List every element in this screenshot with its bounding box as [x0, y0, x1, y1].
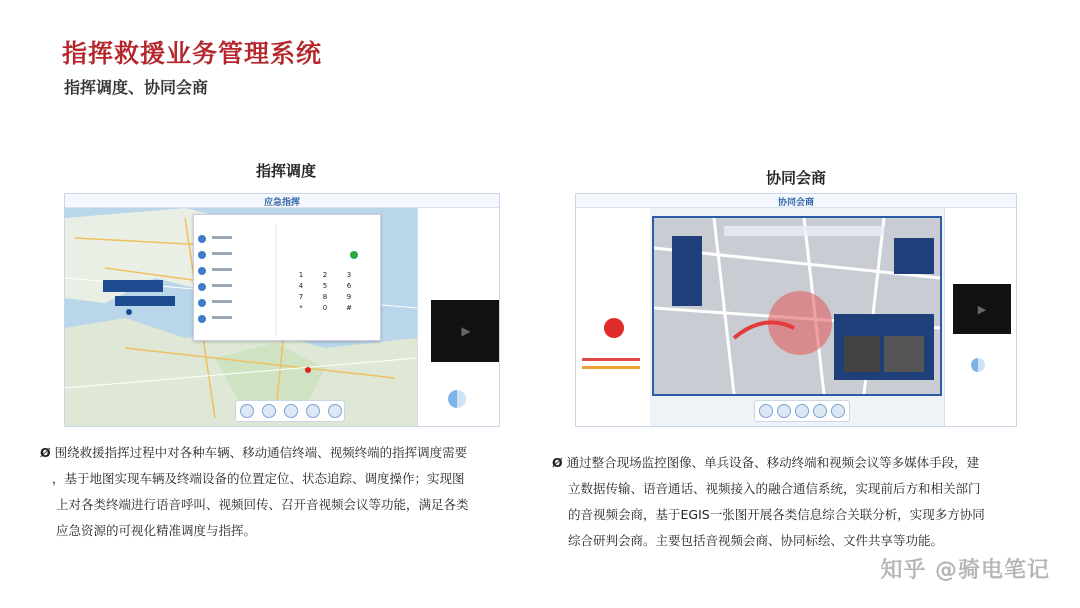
progress-bar	[582, 366, 640, 369]
dialpad-key[interactable]: 7	[298, 293, 304, 301]
share-tool-icon[interactable]	[813, 404, 827, 418]
dialpad-key[interactable]: 9	[346, 293, 352, 301]
call-dialog[interactable]	[193, 214, 381, 341]
side-panel	[944, 208, 1017, 427]
description-line: 通过整合现场监控图像、单兵设备、移动终端和视频会议等多媒体手段，建	[566, 455, 980, 470]
screenshot-title: 应急指挥	[263, 198, 300, 208]
dialpad-key[interactable]: 3	[346, 271, 352, 279]
right-description	[552, 450, 1052, 554]
left-panel-heading: 指挥调度	[256, 162, 317, 180]
screenshot-title: 协同会商	[777, 198, 814, 208]
screenshot-header	[576, 194, 1016, 208]
video-window[interactable]	[953, 284, 1011, 334]
description-line: ，基于地图实现车辆及终端设备的位置定位、状态追踪、调度操作；实现图	[52, 471, 465, 486]
dialpad-key[interactable]: 6	[346, 282, 352, 290]
video-window[interactable]	[431, 300, 500, 362]
side-panel	[417, 208, 500, 427]
video-tool-icon[interactable]	[306, 404, 320, 418]
meeting-tool-icon[interactable]	[328, 404, 342, 418]
right-panel-heading: 协同会商	[766, 169, 827, 187]
dialpad-key[interactable]: 0	[322, 304, 328, 312]
info-column	[576, 208, 650, 427]
description-line: 上对各类终端进行语音呼叫、视频回传、召开音视频会议等功能，满足各类	[56, 497, 469, 512]
conference-view[interactable]	[652, 216, 942, 396]
conference-toolbar	[754, 400, 850, 422]
camera-icon: ▶	[977, 302, 987, 316]
status-gauge	[971, 358, 985, 372]
dialpad-key[interactable]: *	[299, 304, 303, 312]
alert-indicator	[604, 318, 624, 338]
watermark: 知乎 @骑电笔记	[880, 558, 1050, 583]
left-description	[40, 440, 530, 544]
consultation-screenshot	[575, 193, 1017, 427]
progress-bar	[582, 358, 640, 361]
map-toolbar	[235, 400, 345, 422]
description-line: 立数据传输、语音通话、视频接入的融合通信系统，实现前后方和相关部门	[568, 481, 981, 496]
bullet-icon: Ø	[552, 455, 563, 470]
dispatch-screenshot	[64, 193, 500, 427]
dialpad-key[interactable]: 2	[322, 271, 328, 279]
call-tool-icon[interactable]	[284, 404, 298, 418]
dialpad-key[interactable]: 5	[322, 282, 328, 290]
add-tool-icon[interactable]	[240, 404, 254, 418]
bullet-icon: Ø	[40, 445, 51, 460]
video-tool-icon[interactable]	[795, 404, 809, 418]
draw-tool-icon[interactable]	[777, 404, 791, 418]
page-subtitle: 指挥调度、协同会商	[64, 78, 209, 97]
status-gauge	[448, 390, 466, 408]
dialpad-key[interactable]: #	[346, 304, 352, 312]
description-line: 的音视频会商，基于EGIS一张图开展各类信息综合关联分析，实现多方协同	[568, 507, 985, 522]
dialpad-key[interactable]: 4	[298, 282, 304, 290]
add-tool-icon[interactable]	[759, 404, 773, 418]
page-title: 指挥救援业务管理系统	[62, 39, 323, 68]
camera-icon: ▶	[461, 324, 471, 338]
description-line: 围绕救援指挥过程中对各种车辆、移动通信终端、视频终端的指挥调度需要	[54, 445, 468, 460]
description-line: 综合研判会商。主要包括音视频会商、协同标绘、文件共享等功能。	[568, 533, 944, 548]
dialpad-key[interactable]: 1	[298, 271, 304, 279]
locate-tool-icon[interactable]	[262, 404, 276, 418]
settings-tool-icon[interactable]	[831, 404, 845, 418]
screenshot-header	[65, 194, 499, 208]
dialpad[interactable]	[289, 271, 361, 312]
description-line: 应急资源的可视化精准调度与指挥。	[56, 523, 257, 538]
conference-graphic	[654, 218, 940, 394]
dialpad-key[interactable]: 8	[322, 293, 328, 301]
